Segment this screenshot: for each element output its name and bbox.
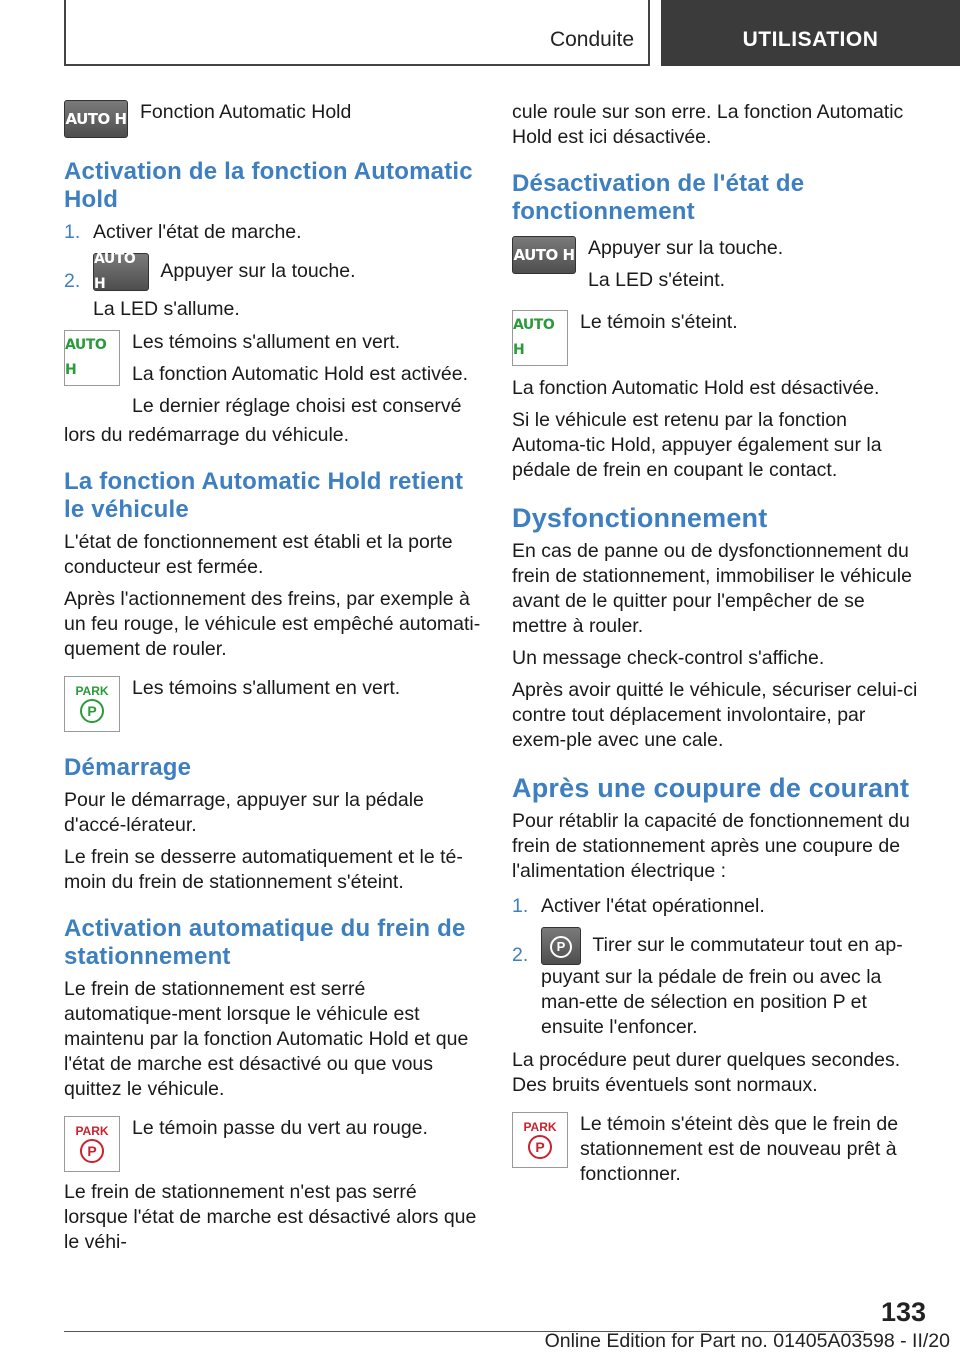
parking-brake-switch-icon: [541, 927, 581, 965]
step-number: 1.: [512, 895, 529, 917]
list-item: [512, 894, 922, 919]
park-p: P: [80, 699, 104, 723]
paragraph: Le frein de stationnement est serré automatique-ment lorsque le véhicule est maintenu par la fonction Automatic Hold et que l'état de marche est désactivé ou que vous quittez le véhicule.: [64, 978, 469, 1100]
paragraph: Pour rétablir la capacité de fonctionnement du frein de stationnement après une coupure de l'alimentation électrique :: [512, 810, 910, 882]
lamp-text: Le témoin s'éteint dès que le frein de stationnement est de nouveau prêt à fonctionner.: [580, 1113, 899, 1185]
auto-h-button-icon: AUTO H: [512, 236, 576, 274]
header-left-line: [64, 0, 66, 66]
park-red-row: [512, 1112, 922, 1194]
heading-auto-stationnement: Activation automatique du frein de stationnement: [64, 915, 466, 970]
auto-h-button-icon: AUTO H: [64, 100, 128, 138]
heading-activation: Activation de la fonction Automatic Hold: [64, 158, 473, 213]
footer-edition: Online Edition for Part no. 01405A03598 - II/20: [544, 1330, 950, 1352]
lamp-text: La fonction Automatic Hold est activée.: [132, 363, 469, 385]
paragraph: Pour le démarrage, appuyer sur la pédale d'accé-lérateur.: [64, 789, 424, 836]
auto-h-button-icon: AUTO H: [93, 253, 149, 291]
heading-retient: La fonction Automatic Hold retient le véhicule: [64, 468, 464, 523]
header-section-label: Conduite: [549, 28, 634, 51]
list-item: [64, 220, 482, 245]
step-number: 2.: [64, 270, 81, 292]
page-number: 133: [880, 1297, 926, 1327]
intro-text: Fonction Automatic Hold: [140, 101, 352, 123]
park-red-row: [64, 1116, 482, 1172]
park-p: P: [528, 1135, 552, 1159]
list-item: [512, 927, 922, 1040]
auto-h-indicator-icon: [512, 310, 568, 366]
auto-h-indicator-icon: [64, 330, 120, 386]
park-p: P: [550, 936, 572, 958]
paragraph: L'état de fonctionnement est établi et la porte conducteur est fermée.: [64, 531, 453, 578]
header-chapter-tab: [661, 0, 960, 66]
paragraph: La procédure peut durer quelques secondes. Des bruits éventuels sont normaux.: [512, 1049, 901, 1096]
step-number: 2.: [512, 944, 529, 966]
park-word: PARK: [75, 684, 109, 698]
header-chapter-label: UTILISATION: [742, 28, 879, 51]
paragraph: Après l'actionnement des freins, par exemple à un feu rouge, le véhicule est empêché automati-quement de rouler.: [64, 588, 481, 660]
paragraph: Un message check-control s'affiche.: [512, 647, 825, 669]
step-text: Appuyer sur la touche.: [160, 260, 356, 283]
key-text: Appuyer sur la touche.: [588, 237, 784, 259]
heading-desactivation: Désactivation de l'état de fonctionnement: [512, 170, 805, 225]
step-text: Tirer sur le commutateur tout en ap-puyant sur la pédale de frein ou avec la man-ette de sélection en position P et ensuite l'enfoncer.: [541, 934, 903, 1038]
header-rule: [64, 64, 650, 66]
led-on-text: La LED s'allume.: [93, 298, 240, 320]
park-green-row: [64, 676, 482, 732]
lamp-text: Le témoin passe du vert au rouge.: [132, 1117, 428, 1139]
park-red-indicator-icon: [64, 1116, 120, 1172]
park-word: PARK: [75, 1124, 109, 1138]
auto-h-lamp-label: AUTO H: [513, 317, 555, 358]
lamp-text: Le dernier réglage choisi est conservé: [132, 395, 462, 417]
paragraph: En cas de panne ou de dysfonctionnement du frein de stationnement, immobiliser le véhicule avant de le quitter pour l'empêcher de se mettre à rouler.: [512, 540, 912, 637]
right-column: [512, 100, 922, 1198]
paragraph: Le frein de stationnement n'est pas serré lorsque l'état de marche est désactivé alors que le véhi-: [64, 1181, 477, 1253]
auto-h-lamp-off-row: [512, 310, 922, 366]
auto-h-lamp-row: [64, 330, 482, 419]
park-p: P: [80, 1139, 104, 1163]
park-red-indicator-icon: [512, 1112, 568, 1168]
heading-dysfonctionnement: Dysfonctionnement: [512, 503, 768, 533]
paragraph: La fonction Automatic Hold est désactivée.: [512, 377, 880, 399]
lamp-text: Le témoin s'éteint.: [580, 311, 738, 333]
lamp-text-cont: lors du redémarrage du véhicule.: [64, 424, 350, 446]
intro-row: [64, 100, 482, 138]
step-text: Activer l'état opérationnel.: [541, 895, 765, 917]
heading-coupure: Après une coupure de courant: [512, 773, 910, 803]
deactivate-key-row: [512, 236, 922, 300]
paragraph: Après avoir quitté le véhicule, sécuriser celui-ci contre tout déplacement involontaire, par exem-ple avec une cale.: [512, 679, 918, 751]
paragraph: cule roule sur son erre. La fonction Automatic Hold est ici désactivée.: [512, 101, 904, 148]
lamp-text: Les témoins s'allument en vert.: [132, 331, 401, 353]
header-right-line: [648, 0, 650, 66]
list-item: [64, 253, 482, 322]
park-green-indicator-icon: [64, 676, 120, 732]
activation-steps: [64, 220, 482, 322]
auto-h-lamp-label: AUTO H: [65, 337, 107, 378]
coupure-steps: [512, 894, 922, 1040]
left-column: [64, 100, 482, 1262]
lamp-text: Les témoins s'allument en vert.: [132, 677, 401, 699]
step-number: 1.: [64, 221, 81, 243]
paragraph: Si le véhicule est retenu par la fonction Automa-tic Hold, appuyer également sur la pédale de frein en coupant le contact.: [512, 409, 882, 481]
park-word: PARK: [523, 1120, 557, 1134]
key-text: La LED s'éteint.: [588, 269, 726, 291]
step-text: Activer l'état de marche.: [93, 221, 302, 243]
paragraph: Le frein se desserre automatiquement et le té-moin du frein de stationnement s'éteint.: [64, 846, 463, 893]
heading-demarrage: Démarrage: [64, 754, 192, 781]
